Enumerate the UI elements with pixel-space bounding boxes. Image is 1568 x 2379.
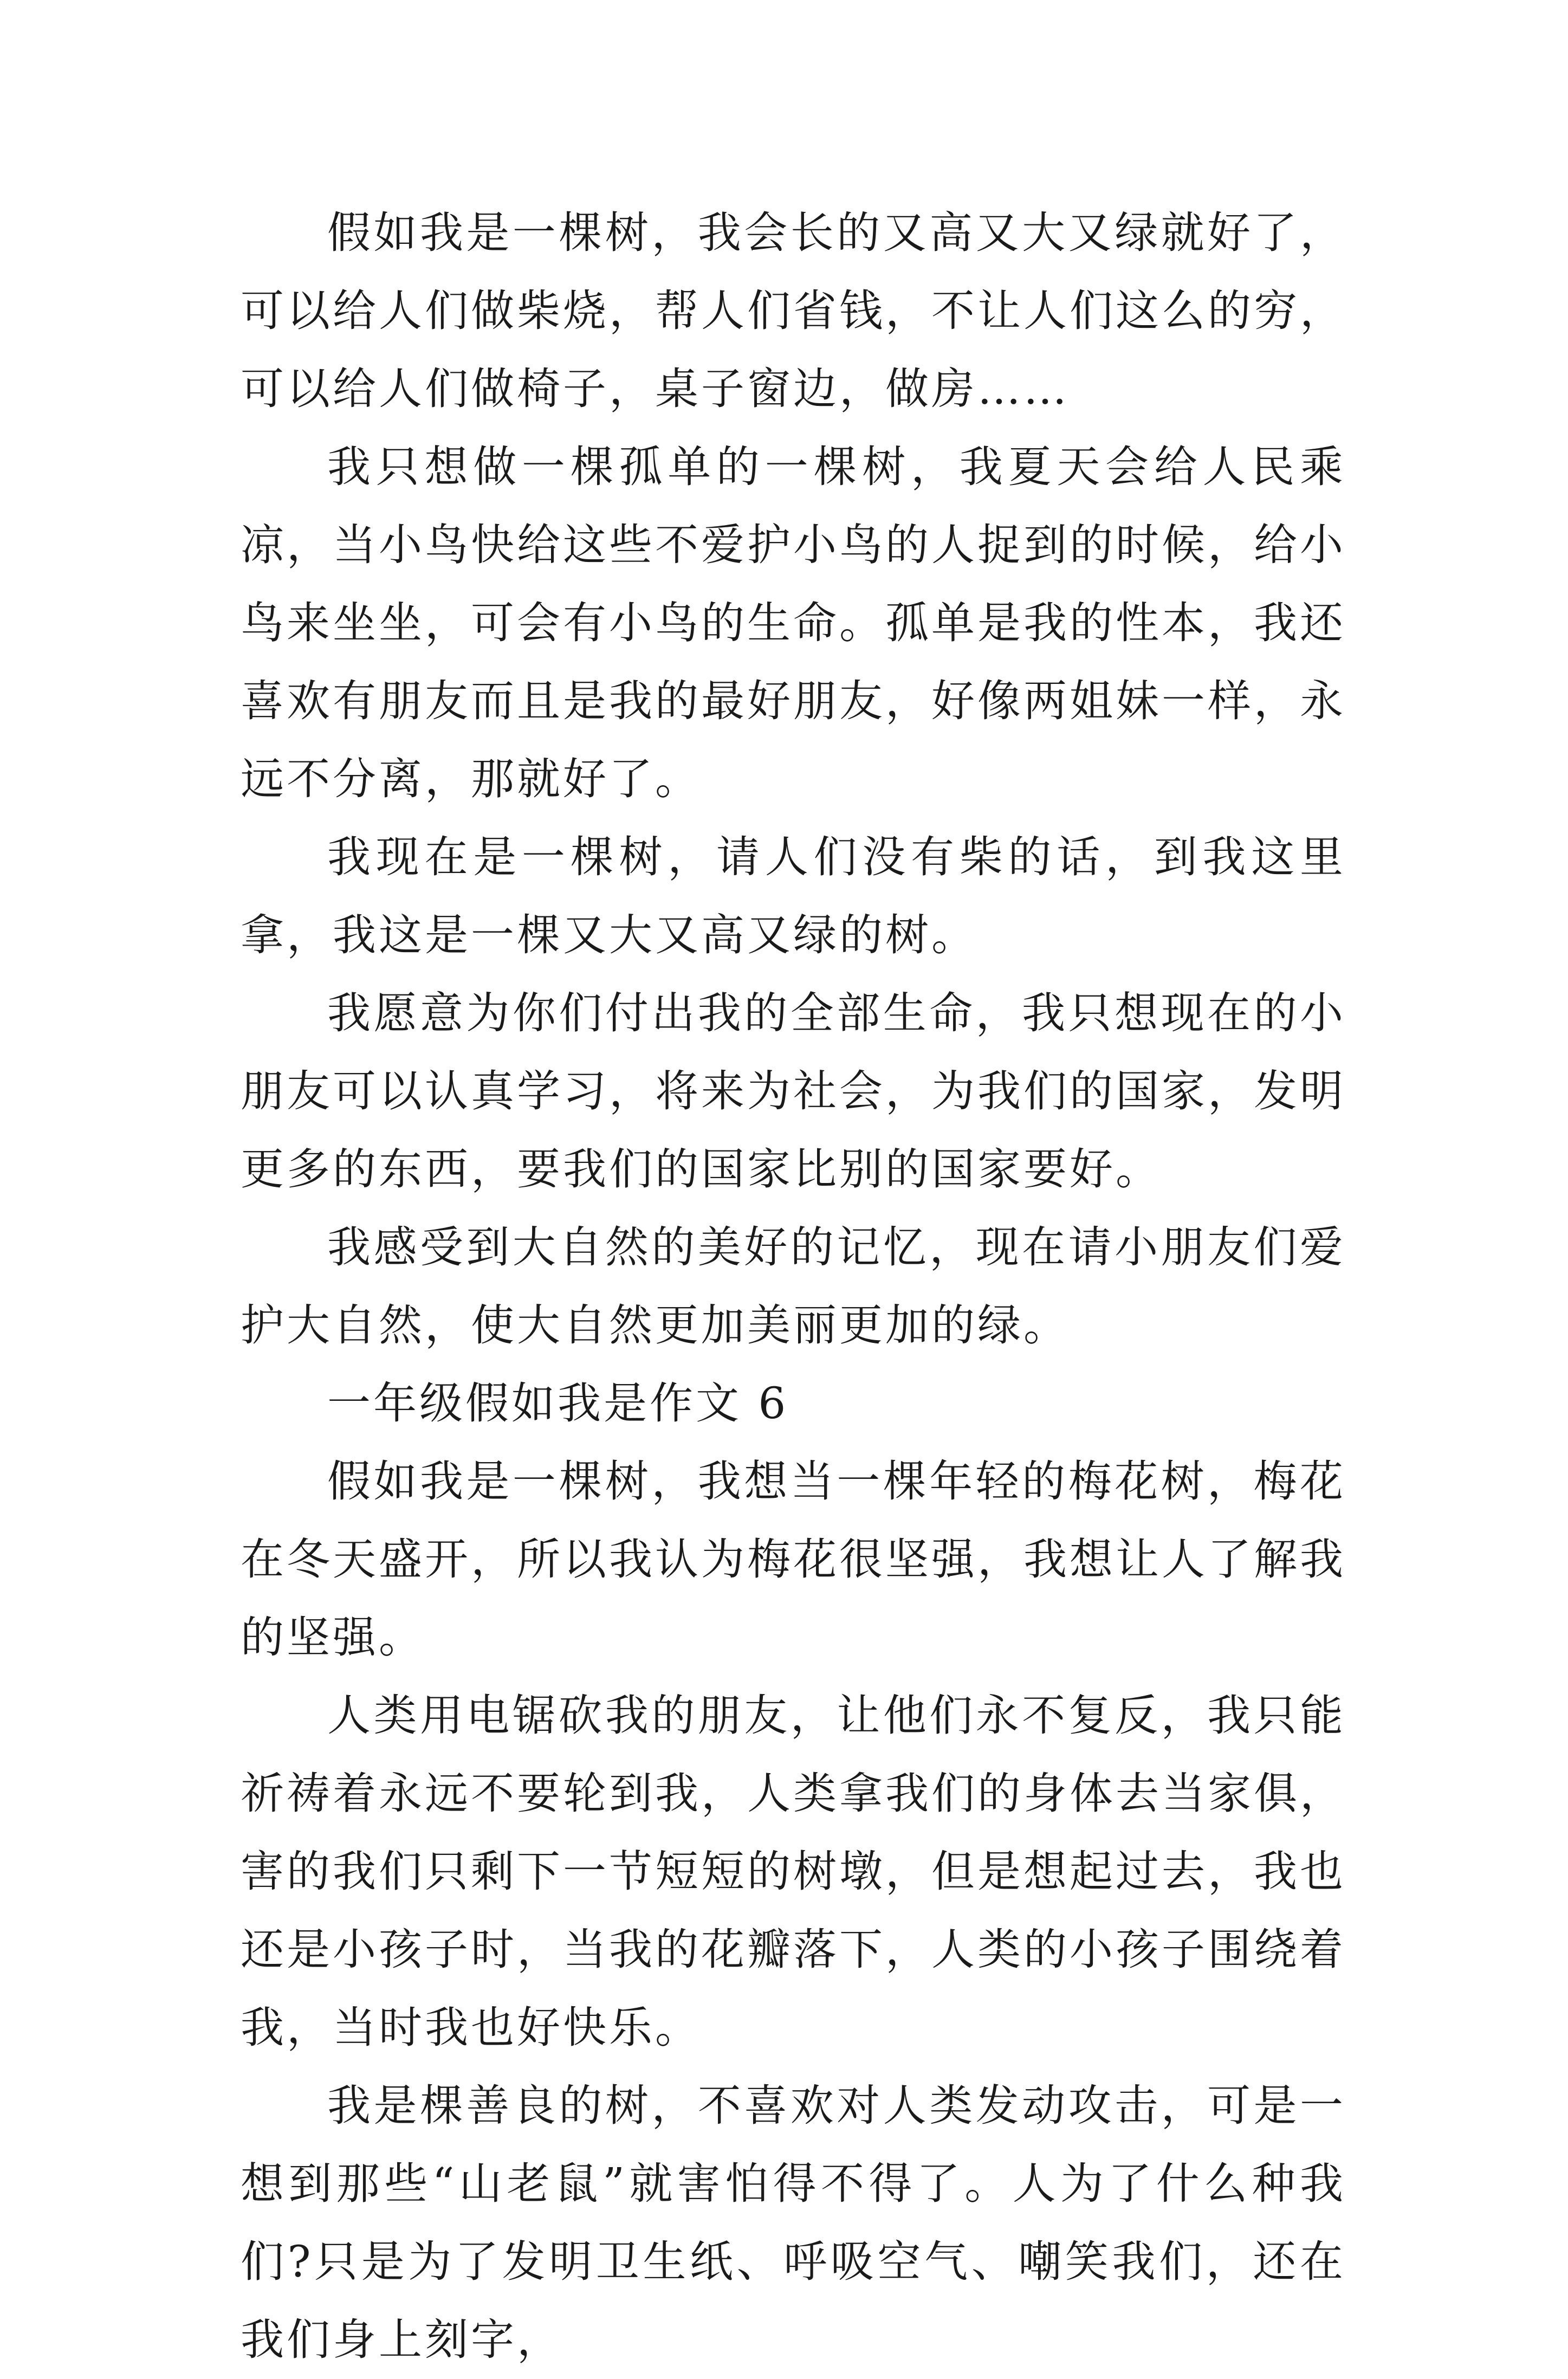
paragraph-5: 我感受到大自然的美好的记忆，现在请小朋友们爱护大自然，使大自然更加美丽更加的绿。 — [241, 1222, 1346, 1350]
section-title: 一年级假如我是作文 6 — [327, 1378, 789, 1428]
paragraph-2: 我只想做一棵孤单的一棵树，我夏天会给人民乘凉，当小鸟快给这些不爱护小鸟的人捉到的时候，给小鸟来坐坐，可会有小鸟的生命。孤单是我的性本，我还喜欢有朋友而且是我的最好朋友，好像两姐妹一样，永远不分离，那就好了。 — [241, 442, 1346, 804]
section-paragraph-2: 人类用电锯砍我的朋友，让他们永不复反，我只能祈祷着永远不要轮到我，人类拿我们的身体去当家俱，害的我们只剩下一节短短的树墩，但是想起过去，我也还是小孩子时，当我的花瓣落下，人类的小孩子围绕着我，当时我也好快乐。 — [241, 1690, 1346, 2053]
paragraph-4: 我愿意为你们付出我的全部生命，我只想现在的小朋友可以认真学习，将来为社会，为我们的国家，发明更多的东西，要我们的国家比别的国家要好。 — [241, 988, 1346, 1194]
paragraph-3: 我现在是一棵树，请人们没有柴的话，到我这里拿，我这是一棵又大又高又绿的树。 — [241, 832, 1346, 960]
paragraph-1: 假如我是一棵树，我会长的又高又大又绿就好了，可以给人们做柴烧，帮人们省钱，不让人们这么的穷，可以给人们做椅子，桌子窗边，做房…… — [241, 208, 1346, 414]
section-paragraph-1: 假如我是一棵树，我想当一棵年轻的梅花树，梅花在冬天盛开，所以我认为梅花很坚强，我想让人了解我的坚强。 — [241, 1456, 1346, 1663]
section-paragraph-3: 我是棵善良的树，不喜欢对人类发动攻击，可是一想到那些“山老鼠”就害怕得不得了。人为了什么种我们?只是为了发明卫生纸、呼吸空气、嘲笑我们，还在我们身上刻字， — [241, 2080, 1346, 2365]
document-body — [241, 194, 1346, 2379]
